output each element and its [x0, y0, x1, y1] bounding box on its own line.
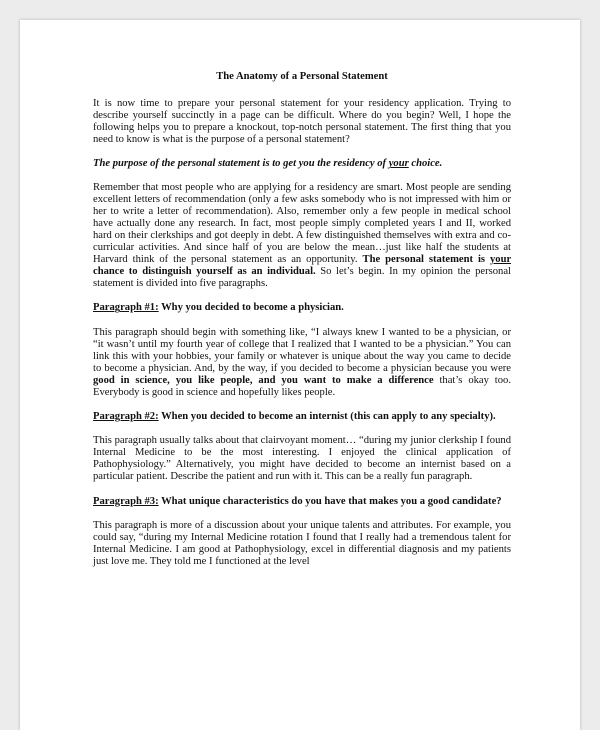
- reminder-bold-underlined: your: [490, 254, 511, 266]
- paragraph-1-body-bold: good in science, you like people, and you want to make a difference: [93, 374, 434, 386]
- reminder-text: Remember that most people who are applying for a residency are smart. Most people are sending excellent letters of recommendation (only a few asks somebody who is not impressed with him or her to write a letter of recommendation). Also, remember only a few people in medical school have actually done any research. In fact, most people simply completed years I and II, worked hard on their clerkships and got deeply in debt. A few distinguished themselves with extra and co-curricular activities. And since half of you are below the mean…just like half the students at Harvard think of the personal statement as an opportunity.: [93, 181, 511, 266]
- document-title: The Anatomy of a Personal Statement: [216, 71, 388, 82]
- paragraph-1-body-post: that’s okay too. Everybody is good in science and hopefully likes people.: [93, 374, 511, 398]
- paragraph-1-heading-text: Why you decided to become a physician.: [158, 302, 344, 314]
- paragraph-1-body-pre: This paragraph should begin with something like, “I always knew I wanted to be a physician, or “it wasn’t until my fourth year of college that I realized that I wanted to be a physician.” You can link this with your hobbies, your family or whatever is unique about the way you came to decide to become a physician. And, by the way, if you decided to become a physician because you were: [93, 326, 511, 374]
- paragraph-3-label: Paragraph #3:: [93, 495, 159, 507]
- purpose-text-underlined: your: [388, 158, 409, 170]
- paragraph-2-label: Paragraph #2:: [93, 411, 159, 423]
- paragraph-1-heading: [93, 302, 511, 314]
- purpose-text-pre: The purpose of the personal statement is to get you the residency of: [93, 158, 389, 170]
- intro-paragraph: It is now time to prepare your personal statement for your residency application. Trying to describe yourself succinctly in a page can be difficult. Where do you begin? Well, I hope the following helps you to prepare a knockout, top-notch personal statement. The first thing that you need to know is what is the purpose of a personal statement?: [93, 98, 511, 146]
- purpose-text-post: choice.: [408, 158, 443, 170]
- purpose-statement: [93, 158, 511, 170]
- reminder-bold-pre: The personal statement is: [362, 254, 490, 266]
- reminder-tail: So let’s begin. In my opinion the personal statement is divided into five paragraphs.: [93, 266, 511, 290]
- paragraph-2-body: This paragraph usually talks about that clairvoyant moment… “during my junior clerkship I found Internal Medicine to be the most interesting. I enjoyed the clinical application of Pathophysiology.” Alternatively, you might have decided to become an internist based on a particular patient. Describe the patient and run with it. This can be a really fun paragraph.: [93, 435, 511, 483]
- document-page: [20, 20, 580, 730]
- reminder-bold-post: chance to distinguish yourself as an individual.: [93, 266, 316, 278]
- paragraph-3-heading-text: What unique characteristics do you have that makes you a good candidate?: [158, 495, 502, 507]
- paragraph-2-heading: [93, 411, 511, 423]
- reminder-paragraph: [93, 182, 511, 291]
- paragraph-3-body: This paragraph is more of a discussion about your unique talents and attributes. For example, you could say, “during my Internal Medicine rotation I found that I really had a tremendous talent for Internal Medicine. I am good at Pathophysiology, excel in differential diagnosis and my patients just love me. They told me I functioned at the level: [93, 519, 511, 567]
- paragraph-1-body: [93, 327, 511, 400]
- paragraph-1-label: Paragraph #1:: [93, 302, 159, 314]
- paragraph-2-heading-text: When you decided to become an internist (this can apply to any specialty).: [158, 411, 496, 423]
- document-content: [93, 71, 511, 580]
- paragraph-3-heading: [93, 496, 511, 508]
